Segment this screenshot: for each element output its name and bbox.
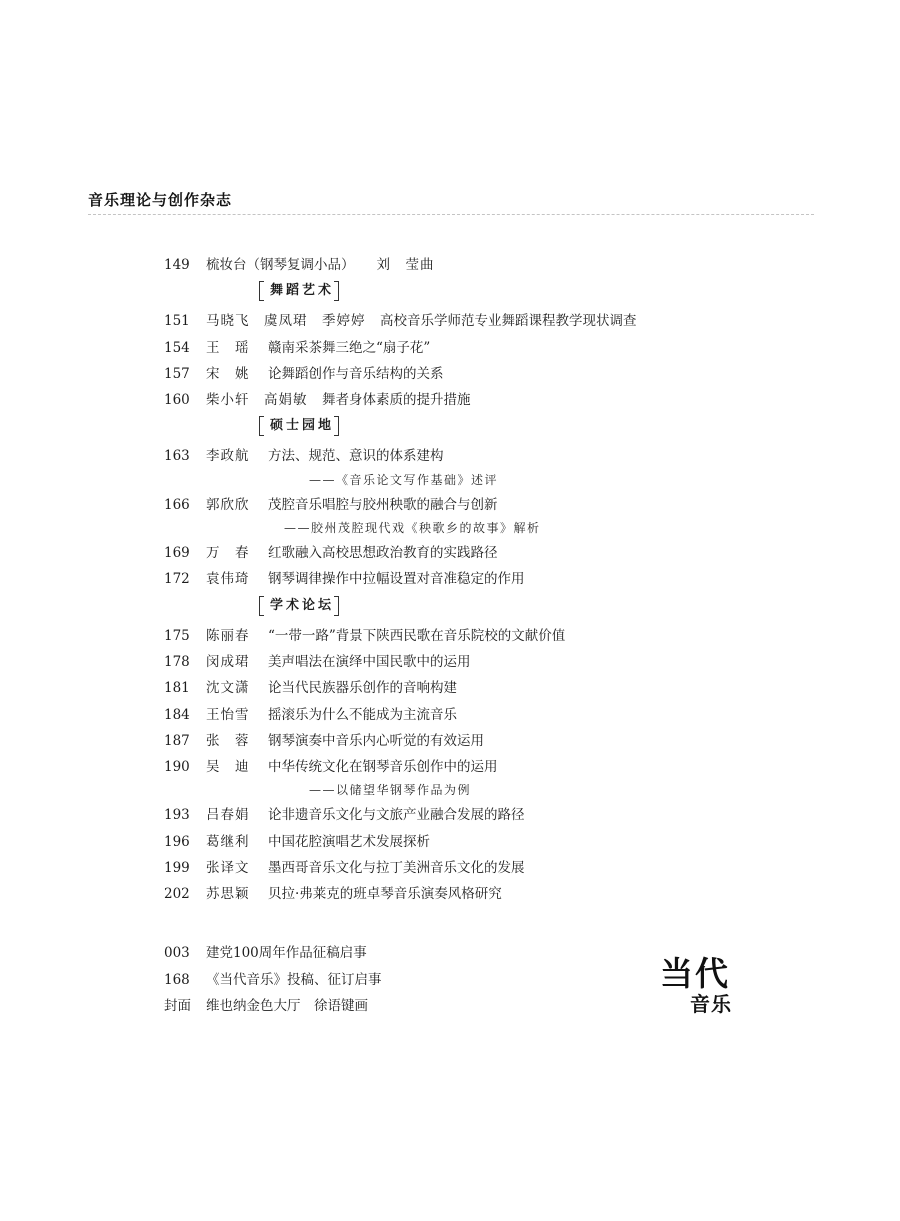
- section-heading-label: 舞蹈艺术: [259, 281, 339, 301]
- entry-subtitle: [164, 470, 814, 492]
- entry-author: 马晓飞 虞凤珺 季婷婷: [206, 313, 366, 330]
- notice-text: 建党100周年作品征稿启事: [206, 945, 367, 961]
- entry-page-number: 196: [164, 833, 190, 850]
- toc-entry: [164, 802, 814, 828]
- entry-author: 王怡雪: [206, 706, 250, 723]
- notice-text: 《当代音乐》投稿、征订启事: [206, 971, 382, 988]
- section-heading-label: 学术论坛: [259, 596, 339, 616]
- entry-author: 柴小轩 高娟敏: [206, 392, 308, 409]
- toc-entry: [164, 540, 814, 566]
- entry-author: 陈丽春: [206, 627, 250, 644]
- entry-title: [206, 252, 435, 278]
- entry-page-number: 190: [164, 759, 190, 776]
- entry-title: 茂腔音乐唱腔与胶州秧歌的融合与创新: [268, 496, 498, 513]
- entry-page-number: 151: [164, 313, 190, 330]
- entry-page-number: 172: [164, 571, 190, 588]
- notices-list: [164, 940, 382, 1020]
- entry-page-number: 154: [164, 339, 190, 356]
- entry-title: 中华传统文化在钢琴音乐创作中的运用: [268, 759, 498, 776]
- entry-title: 钢琴调律操作中拉幅设置对音准稳定的作用: [268, 571, 525, 588]
- entry-title: 论非遗音乐文化与文旅产业融合发展的路径: [268, 807, 525, 824]
- entry-author: 宋 姚: [206, 365, 250, 382]
- entry-title: 钢琴演奏中音乐内心听觉的有效运用: [268, 732, 484, 749]
- entry-title: “一带一路”背景下陕西民歌在音乐院校的文献价值: [268, 627, 566, 644]
- toc-entry: [164, 702, 814, 728]
- toc-entry: [164, 361, 814, 387]
- entry-author: 闵成珺: [206, 653, 250, 670]
- entry-page-number: 175: [164, 627, 190, 644]
- entry-title: 高校音乐学师范专业舞蹈课程教学现状调查: [380, 313, 637, 330]
- entry-subtitle-text: ——《音乐论文写作基础》述评: [309, 472, 499, 487]
- entry-title: 方法、规范、意识的体系建构: [268, 448, 444, 465]
- entry-author: 张 蓉: [206, 732, 250, 749]
- toc-entry: [164, 492, 814, 518]
- toc-entry: [164, 443, 814, 469]
- entry-page-number: 149: [164, 257, 190, 273]
- section-heading-label: 硕士园地: [259, 416, 339, 436]
- entry-page-number: 184: [164, 706, 190, 723]
- section-heading: [164, 593, 814, 623]
- entry-page-number: 157: [164, 365, 190, 382]
- entry-page-number: 178: [164, 653, 190, 670]
- notice-page: 003: [164, 945, 190, 961]
- entry-page-number: 193: [164, 807, 190, 824]
- entry-page-number: 160: [164, 392, 190, 409]
- entry-author: 万 春: [206, 545, 250, 562]
- entry-page-number: 199: [164, 860, 190, 877]
- toc-sections: [164, 278, 814, 907]
- notice-text: 维也纳金色大厅 徐语键画: [206, 998, 368, 1014]
- header-divider: [88, 214, 814, 215]
- entry-author: 李政航: [206, 448, 250, 465]
- toc-entry: [164, 387, 814, 413]
- notice-page: 封面: [164, 998, 191, 1014]
- toc-entry: [164, 335, 814, 361]
- entry-page-number: 163: [164, 448, 190, 465]
- entry-author: 王 瑶: [206, 339, 250, 356]
- entry-title: 墨西哥音乐文化与拉丁美洲音乐文化的发展: [268, 860, 525, 877]
- entry-subtitle: [164, 518, 814, 540]
- entry-title: 赣南采茶舞三绝之“扇子花”: [268, 339, 431, 356]
- entry-page-number: 202: [164, 886, 190, 903]
- entry-title-text: 梳妆台（钢琴复调小品）: [206, 257, 355, 273]
- toc-entry: [164, 566, 814, 592]
- notice-item: [164, 993, 382, 1020]
- entry-title: 贝拉·弗莱克的班卓琴音乐演奏风格研究: [268, 886, 502, 903]
- entry-subtitle-text: ——胶州茂腔现代戏《秧歌乡的故事》解析: [284, 521, 541, 536]
- toc-entry: [164, 649, 814, 675]
- toc-entry: [164, 728, 814, 754]
- entry-page-number: 166: [164, 496, 190, 513]
- entry-author: 袁伟琦: [206, 571, 250, 588]
- toc-entry: [164, 829, 814, 855]
- entry-title: 论当代民族器乐创作的音响构建: [268, 680, 457, 697]
- section-heading: [164, 278, 814, 308]
- toc-entry: [164, 623, 814, 649]
- entry-author: 沈文潇: [206, 680, 250, 697]
- logo-line-2: 音乐: [690, 992, 732, 1016]
- entry-title: 舞者身体素质的提升措施: [322, 392, 471, 409]
- entry-subtitle: [164, 780, 814, 802]
- section-heading: [164, 413, 814, 443]
- entry-author: 张译文: [206, 860, 250, 877]
- entry-author: 吴 迪: [206, 759, 250, 776]
- notice-item: [164, 967, 382, 994]
- magazine-logo: [660, 948, 750, 1018]
- entry-title: 论舞蹈创作与音乐结构的关系: [268, 365, 444, 382]
- entry-title: 摇滚乐为什么不能成为主流音乐: [268, 706, 457, 723]
- entry-title: 红歌融入高校思想政治教育的实践路径: [268, 545, 498, 562]
- toc-entry: [164, 308, 814, 334]
- notice-page: 168: [164, 971, 190, 988]
- entry-author: 葛继利: [206, 833, 250, 850]
- table-of-contents: [164, 252, 814, 908]
- entry-title: 美声唱法在演绎中国民歌中的运用: [268, 653, 471, 670]
- entry-composer: 刘 莹曲: [376, 257, 435, 273]
- journal-header-title: 音乐理论与创作杂志: [88, 191, 233, 209]
- toc-entry: [164, 855, 814, 881]
- entry-subtitle-text: ——以储望华钢琴作品为例: [309, 783, 472, 798]
- toc-entry: [164, 675, 814, 701]
- entry-author: 苏思颖: [206, 886, 250, 903]
- entry-author: 郭欣欣: [206, 496, 250, 513]
- logo-line-1: 当代: [660, 954, 730, 993]
- toc-entry: [164, 252, 814, 278]
- entry-page-number: 169: [164, 545, 190, 562]
- entry-title: 中国花腔演唱艺术发展探析: [268, 833, 430, 850]
- entry-author: 吕春娟: [206, 807, 250, 824]
- entry-page-number: 181: [164, 680, 190, 697]
- entry-page-number: 187: [164, 732, 190, 749]
- toc-entry: [164, 754, 814, 780]
- notice-item: [164, 940, 382, 967]
- toc-entry: [164, 881, 814, 907]
